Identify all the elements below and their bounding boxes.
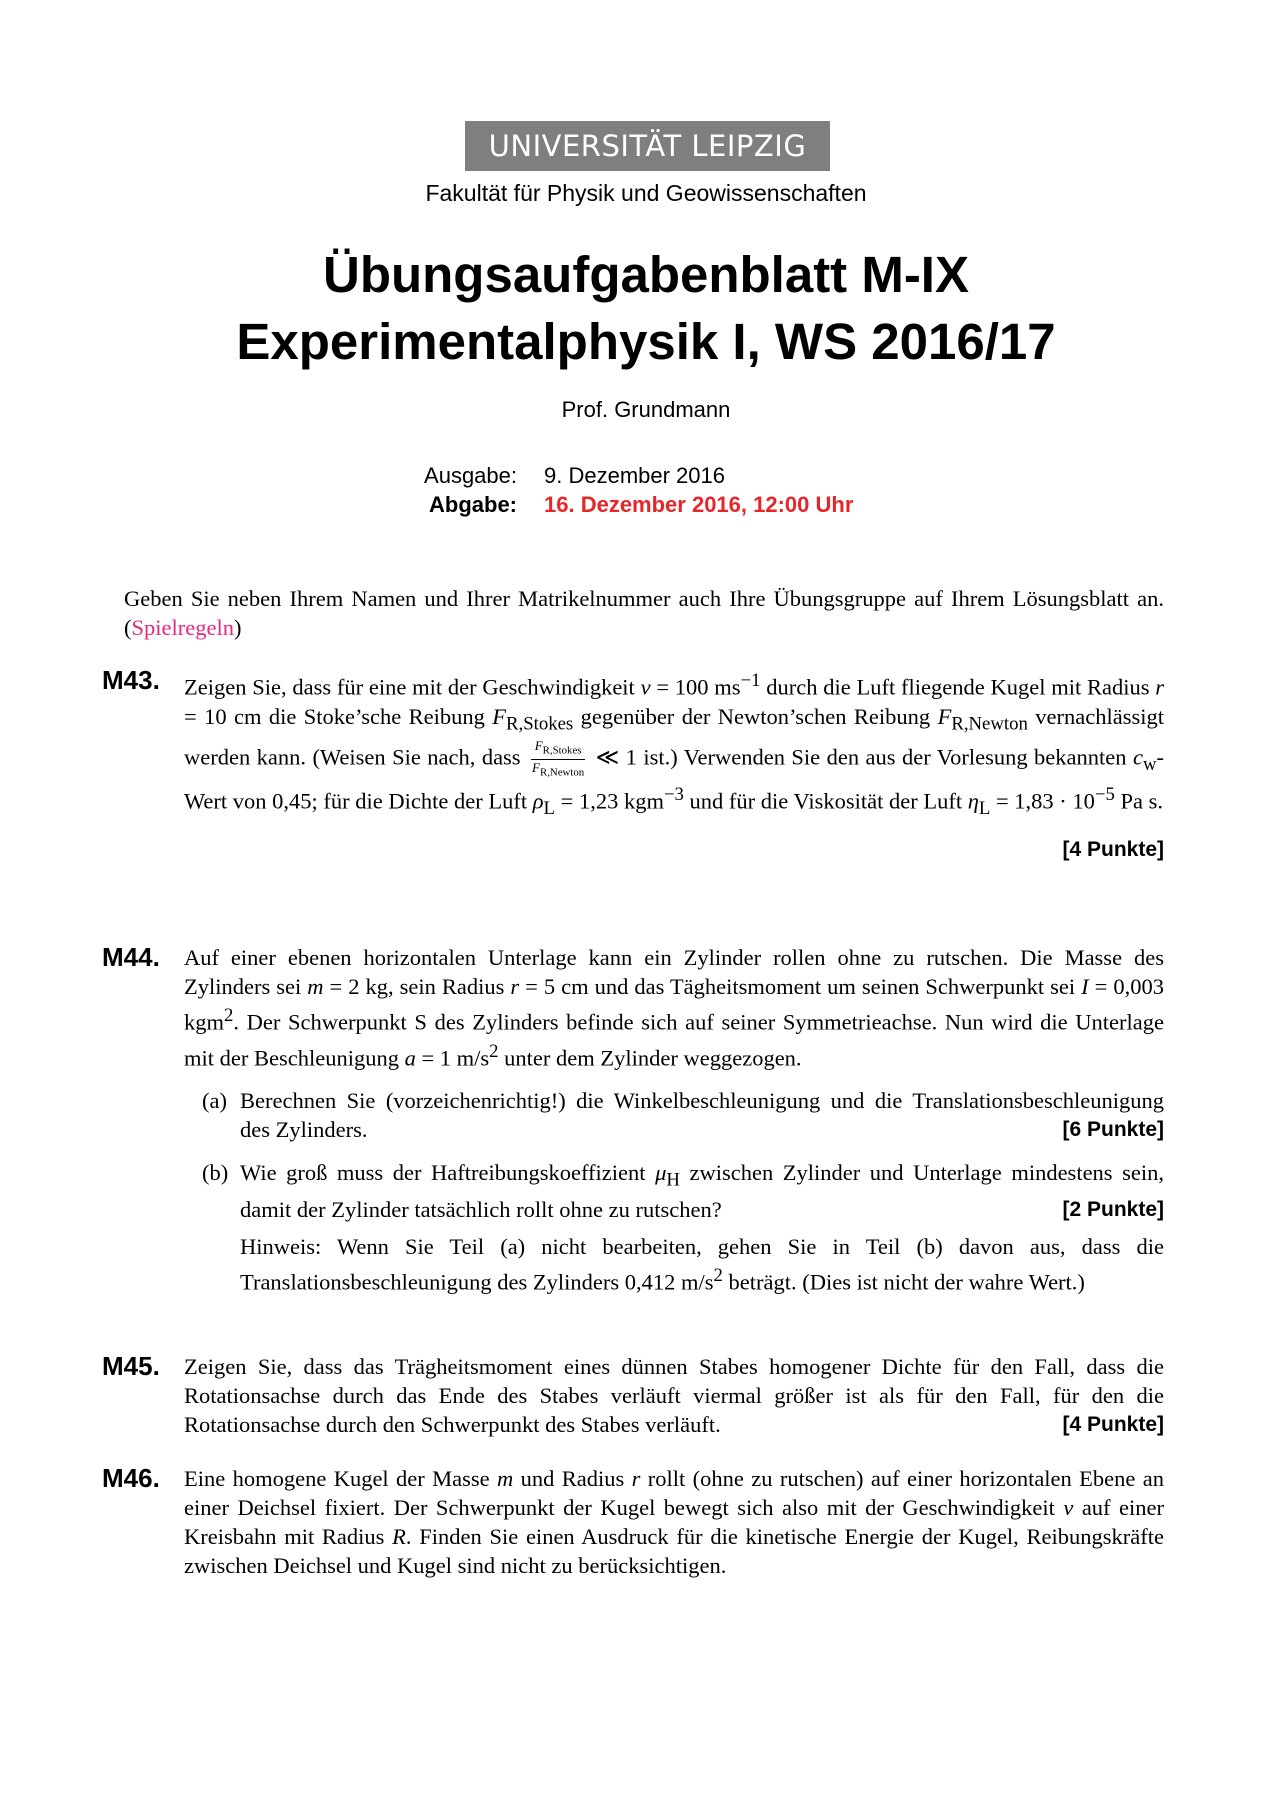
sheet-title: Übungsaufgabenblatt M-IX: [323, 246, 969, 303]
due-date: 16. Dezember 2016, 12:00 Uhr: [544, 492, 854, 517]
subtask-points: [2 Punkte]: [1062, 1197, 1164, 1221]
intro-paragraph: Geben Sie neben Ihrem Namen und Ihrer Matrikelnummer auch Ihre Übungsgruppe auf Ihrem Lösungsblatt an. (Spielregeln): [124, 586, 1164, 640]
course-title: Experimentalphysik I, WS 2016/17: [236, 313, 1056, 370]
university-logo: UNIVERSITÄT LEIPZIG: [465, 121, 830, 171]
task-m44: [102, 943, 1164, 1296]
subtask-points: [6 Punkte]: [1062, 1118, 1164, 1141]
rules-link[interactable]: Spielregeln: [131, 615, 234, 640]
due-label: Abgabe:: [429, 492, 517, 517]
task-number: M45.: [102, 1351, 160, 1381]
ratio-fraction: $\frac{F_{R,Stokes}}{F_{R,Newton}}$: [532, 738, 585, 779]
task-m43: [102, 666, 1164, 864]
faculty-name: Fakultät für Physik und Geowissenschaften: [425, 180, 867, 206]
hint-text: Hinweis: Wenn Sie Teil (a) nicht bearbeiten, gehen Sie in Teil (b) davon aus, dass die Translationsbeschleunigung des Zylinders 0,412 $m/s^2$ beträgt. (Dies ist nicht der wahre Wert.): [240, 1233, 1164, 1294]
subtask-a: (a) Berechnen Sie (vorzeichenrichtig!) die Winkelbeschleunigung und die Translationsbeschleunigung des Zylinders. [6 Punkte]: [202, 1088, 1164, 1142]
task-number: M43.: [102, 665, 160, 695]
task-number: M46.: [102, 1463, 160, 1493]
task-text: Auf einer ebenen horizontalen Unterlage kann ein Zylinder rollen ohne zu rutschen. Die Masse des Zylinders sei m = 2 kg, sein Radius r = 5 cm und das Tägheitsmoment um seinen Schwerpunkt sei I = 0,003 kgm$^2$. Der Schwerpunkt S des Zylinders befinde sich auf seiner Symmetrieachse. Nun wird die Unterlage mit der Beschleunigung a = 1 $m/s^2$ unter dem Zylinder weggezogen. (a) Berechnen Sie (vorzeichenrichtig!) die Winkelbeschleunigung und die Translationsbeschleunigung des Zylinders. [6 Punkte] (b) Wie groß muss der Haftreibungskoeffizient $\mu_H$ zwischen Zylinder und Unterlage mindestens sein, damit der Zylinder tatsächlich rollt ohne zu rutschen? [2 Punkte] Hinweis: Wenn Sie Teil (a) nicht bearbeiten, gehen Sie in Teil (b) davon aus, dass die Translationsbeschleunigung des Zylinders 0,412 $m/s^2$ beträgt. (Dies ist nicht der wahre Wert.): [184, 945, 1164, 1294]
task-points: [4 Punkte]: [1062, 1413, 1164, 1436]
task-text: Zeigen Sie, dass für eine mit der Geschwindigkeit v = 100 $ms^{-1}$ durch die Luft fliegende Kugel mit Radius r = 10 cm die Stoke’sche Reibung $F_{R,Stokes}$ gegenüber der Newton’schen Reibung $F_{R,Newton}$ vernachlässigt werden kann. (Weisen Sie nach, dass $\frac{F_{R,Stokes}}{F_{R,Newton}}$ ≪ 1 ist.) Verwenden Sie den aus der Vorlesung bekannten $c_w$-Wert von 0,45; für die Dichte der Luft $\rho_L = 1,23$ kgm$^{-3}$ und für die Viskosität der Luft $\eta_L = 1,83 \cdot 10^{-5}$ Pa s. [4 Punkte]: [184, 666, 1164, 864]
task-m46: [102, 1464, 1164, 1580]
task-text: Eine homogene Kugel der Masse m und Radius r rollt (ohne zu rutschen) auf einer horizontalen Ebene an einer Deichsel fixiert. Der Schwerpunkt der Kugel bewegt sich also mit der Geschwindigkeit v auf einer Kreisbahn mit Radius R. Finden Sie einen Ausdruck für die kinetische Energie der Kugel, Reibungskräfte zwischen Deichsel und Kugel sind nicht zu berücksichtigen.: [184, 1466, 1164, 1578]
task-m45: [102, 1352, 1164, 1439]
task-text: Zeigen Sie, dass das Trägheitsmoment eines dünnen Stabes homogener Dichte für den Fall, dass die Rotationsachse durch das Ende des Stabes verläuft viermal größer ist als für den Fall, für den die Rotationsachse durch den Schwerpunkt des Stabes verläuft. [4 Punkte]: [184, 1354, 1164, 1437]
task-number: M44.: [102, 942, 160, 972]
issue-label: Ausgabe:: [424, 463, 517, 488]
issue-date: 9. Dezember 2016: [544, 463, 725, 488]
task-points: [4 Punkte]: [1062, 838, 1164, 862]
subtask-b: (b) Wie groß muss der Haftreibungskoeffizient $\mu_H$ zwischen Zylinder und Unterlage mindestens sein, damit der Zylinder tatsächlich rollt ohne zu rutschen? [2 Punkte]: [202, 1160, 1164, 1222]
professor-name: Prof. Grundmann: [561, 397, 731, 422]
